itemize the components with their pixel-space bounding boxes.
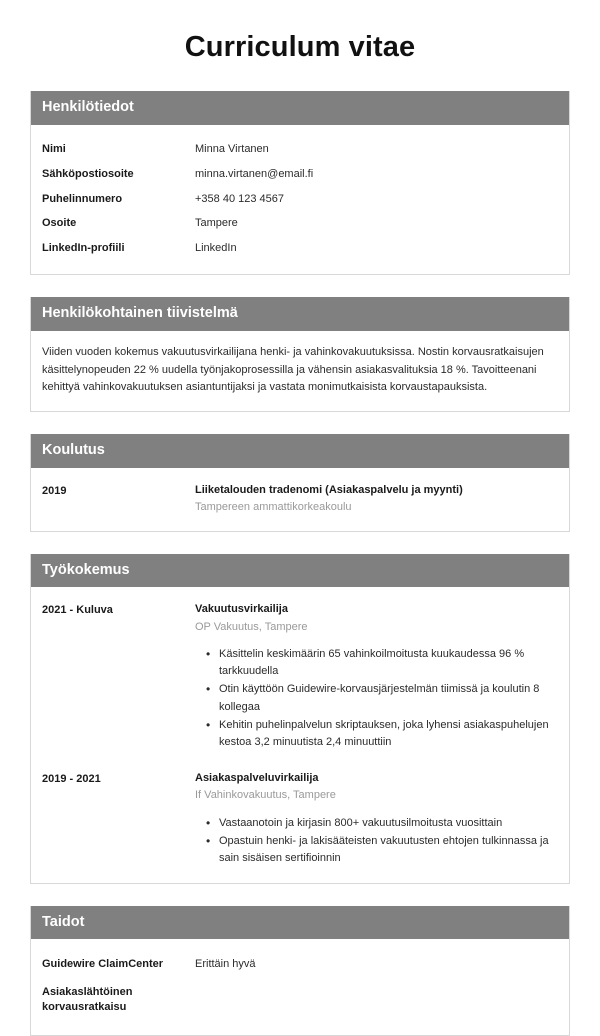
skill-name: Guidewire ClaimCenter [42, 958, 164, 971]
experience-entry [42, 599, 558, 753]
detail-value: minna.virtanen@email.fi [195, 167, 314, 180]
page-title: Curriculum vitae [184, 31, 416, 63]
skill-row [42, 951, 558, 979]
experience-job-title: Asiakaspalveluvirkailija [195, 771, 319, 784]
section-body-skills [31, 939, 569, 1035]
detail-row [42, 187, 558, 212]
experience-employer: If Vahinkovakuutus, Tampere [195, 789, 336, 802]
experience-details [195, 771, 558, 868]
section-header-education: Koulutus [31, 434, 569, 468]
section-header-personal-details: Henkilötiedot [31, 91, 569, 125]
achievement-item: • Käsittelin keskimäärin 65 vahinkoilmoitusta kuukaudessa 96 % tarkkuudella [206, 646, 558, 680]
summary-paragraph: Viiden vuoden kokemus vakuutusvirkailijana henki- ja vahinkovakuutuksissa. Nostin korvausratkaisujen käsittelynopeuden 22 % uudella työnjakoprosessilla ja vähensin asiakasvalituksia 18 %. Tavoitteenani kehittyä vahinkovakuutuksen asiantuntijaksi ja vastata monimutkaisista korvaustapauksista. [42, 345, 544, 394]
achievement-item: • Opastuin henki- ja lakisääteisten vakuutusten ehtojen tulkinnassa ja sain sisäisen sertifioinnin [206, 833, 558, 867]
experience-employer: OP Vakuutus, Tampere [195, 620, 308, 633]
detail-label: Puhelinnumero [42, 192, 123, 205]
achievement-item: • Otin käyttöön Guidewire-korvausjärjestelmän tiimissä ja koulutin 8 kollegaa [206, 681, 558, 715]
achievement-item: • Kehitin puhelinpalvelun skriptauksen, joka lyhensi asiakaspuhelujen kestoa 3,2 minuutista 2,4 minuuttiin [206, 717, 558, 751]
skill-row [42, 979, 558, 1022]
section-personal-details [30, 91, 570, 275]
education-institution: Tampereen ammattikorkeakoulu [195, 501, 352, 514]
detail-row [42, 137, 558, 162]
experience-period: 2021 - Kuluva [42, 604, 113, 617]
experience-job-title: Vakuutusvirkailija [195, 603, 288, 616]
education-degree: Liiketalouden tradenomi (Asiakaspalvelu ja myynti) [195, 483, 463, 496]
section-body-personal-summary [31, 331, 569, 411]
education-period: 2019 [42, 484, 67, 497]
section-work-experience [30, 554, 570, 884]
achievement-item: • Vastaanotoin ja kirjasin 800+ vakuutusilmoitusta vuosittain [206, 815, 558, 832]
experience-period: 2019 - 2021 [42, 772, 101, 785]
sections-container [0, 65, 600, 1036]
skill-name: Asiakaslähtöinen korvausratkaisu [42, 986, 133, 1014]
detail-label: LinkedIn-profiili [42, 242, 125, 255]
education-details [195, 483, 558, 516]
detail-row [42, 162, 558, 187]
detail-value: +358 40 123 4567 [195, 192, 285, 205]
education-entry [42, 480, 558, 518]
section-body-personal-details [31, 125, 569, 274]
skill-level: Erittäin hyvä [195, 958, 256, 971]
linkedin-profile-link[interactable]: LinkedIn [195, 242, 237, 255]
detail-value: Tampere [195, 217, 238, 230]
section-personal-summary [30, 297, 570, 412]
section-body-education [31, 468, 569, 531]
detail-label: Nimi [42, 142, 66, 155]
detail-value: Minna Virtanen [195, 142, 269, 155]
section-header-personal-summary: Henkilökohtainen tiivistelmä [31, 297, 569, 331]
experience-entry [42, 754, 558, 870]
experience-details [195, 602, 558, 751]
section-skills [30, 906, 570, 1036]
experience-achievements [195, 815, 558, 867]
experience-achievements [195, 646, 558, 750]
section-header-skills: Taidot [31, 906, 569, 940]
detail-label: Sähköpostiosoite [42, 167, 134, 180]
section-education [30, 434, 570, 532]
detail-row [42, 236, 558, 261]
detail-row [42, 211, 558, 236]
detail-label: Osoite [42, 217, 77, 230]
section-header-work-experience: Työkokemus [31, 554, 569, 588]
section-body-work-experience [31, 587, 569, 882]
